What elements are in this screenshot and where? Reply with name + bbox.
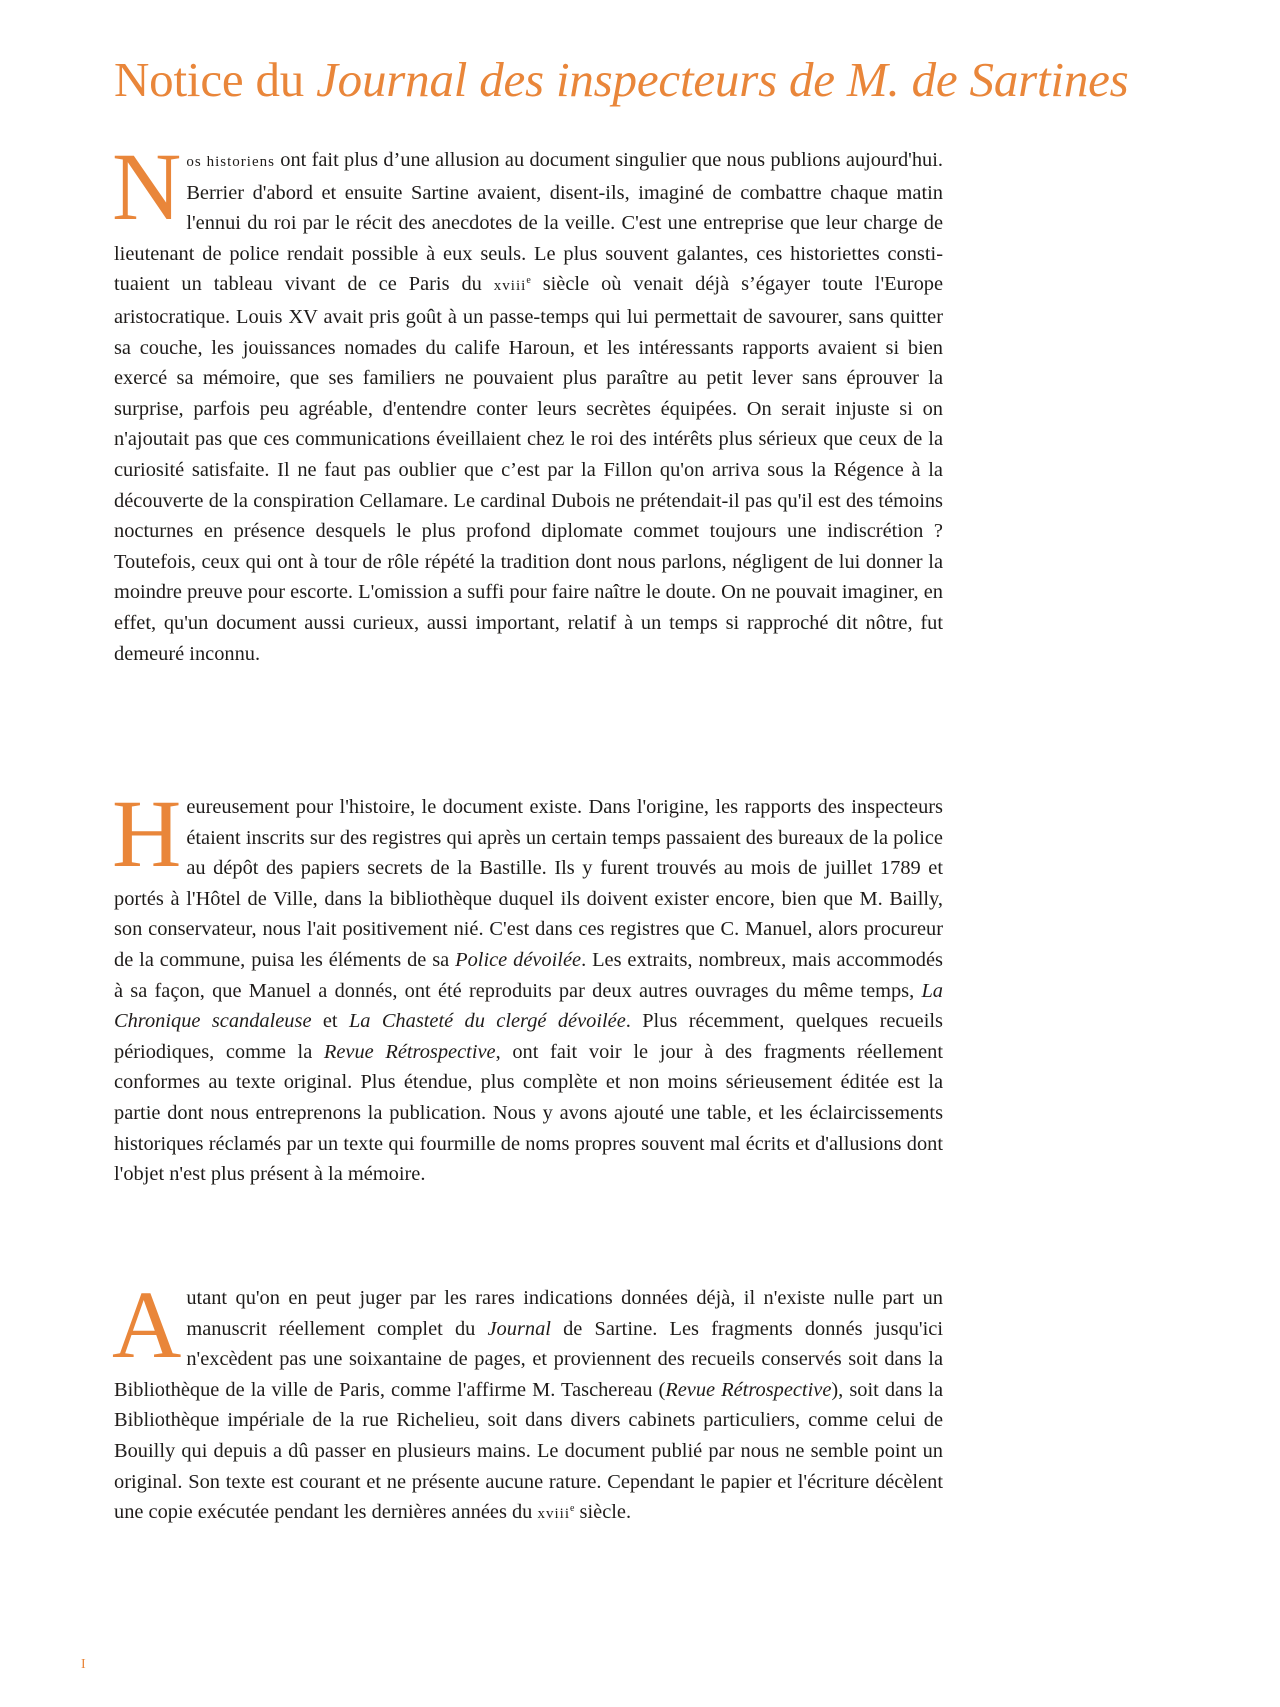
page-number: I [81,1657,86,1672]
century-numeral: xviii [493,278,527,295]
small-caps-text: os historiens [186,154,275,170]
century-numeral: xviii [537,1506,570,1523]
paragraph-text: . Les extraits, nombreux, mais accommodés à sa façon, que Manuel a donnés, ont été reproduits par deux autres ouvrages du même temps, [114,948,943,1002]
book-title: Revue Rétrospective [323,1040,496,1063]
book-title: Journal [487,1317,551,1340]
paragraph-text: de Sartine. Les fragments donnés jusqu'ici n'excèdent pas une soixantaine de pages, et proviennent des recueils conservés soit dans la Bibliothèque de la ville de Paris, comme l'affirme M. Taschereau ( [114,1317,943,1401]
drop-cap: H [112,780,182,887]
paragraph-text: et [311,1010,349,1033]
book-title: La Chasteté du clergé dévoilée [348,1010,626,1033]
paragraph-text: , ont fait voir le jour à des fragments réellement conformes au texte original. Plus étendue, plus complète et non moins sérieusement éditée est la partie dont nous entreprenons la publication. Nous y avons ajouté une table, et les éclaircissements historiques réclamés par un texte qui fourmille de noms propres souvent mal écrits et d'allusions dont l'objet n'est plus présent à la mémoire. [114,1040,943,1186]
drop-cap: N [112,133,182,240]
paragraph-3 [112,1271,943,1530]
book-title: La Chronique scandaleuse [114,979,943,1033]
superscript: e [570,1503,575,1515]
page-title [114,48,1254,112]
book-title: Police dévoilée [455,948,582,971]
title-italic-text: Journal des inspecteurs de M. de Sartines [316,52,1129,107]
title-text: Notice du [114,52,317,107]
paragraph-text: utant qu'on en peut juger par les rares indications données déjà, il n'existe nulle part un manuscrit réellement complet du [186,1287,943,1340]
paragraph-text: siècle. [574,1501,632,1524]
paragraph-2 [112,780,943,1190]
superscript: e [526,275,531,287]
book-title: Revue Rétrospective [665,1378,832,1401]
paragraph-text: siècle où venait déjà s’égayer toute l'Europe aristocratique. Louis XV avait pris goût à un passe-temps qui lui permettait de savourer, sans quitter sa couche, les jouissances nomades du calife Haroun, et les intéressants rapports avaient si bien exercé sa mémoire, que ses familiers ne pouvaient plus paraître au petit lever sans éprouver la surprise, parfois peu agréable, d'entendre conter leurs secrètes équipées. On serait injuste si on n'ajoutait pas que ces communications éveillaient chez le roi des intérêts plus sérieux que ceux de la curiosité satisfaite. Il ne faut pas oublier que c’est par la Fillon qu'on arriva sous la Régence à la découverte de la conspiration Cellamare. Le cardinal Dubois ne prétendait-il pas qu'il est des témoins nocturnes en présence desquels le plus profond diplomate commet toujours une indiscrétion ? Toutefois, ceux qui ont à tour de rôle répété la tradition dont nous parlons, négligent de lui donner la moindre preuve pour escorte. L'omission a suffi pour faire naître le doute. On ne pouvait imaginer, en effet, qu'un document aussi curieux, aussi important, relatif à un temps si rapproché dit nôtre, fut demeuré inconnu. [114,273,944,665]
paragraph-text: ont fait plus d’une allusion au document singulier que nous publions aujourd'hui. Berrier d'abord et ensuite Sartine avaient, disent-ils, imaginé de combattre chaque matin l'ennui du roi par le récit des anecdotes de la veille. C'est une entreprise que leur charge de lieutenant de police rendait possible à eux seuls. Le plus souvent galantes, ces historiettes constituaient un tableau vivant de ce Paris du [114,149,944,296]
paragraph-1 [112,133,944,669]
paragraph-text: . Plus récemment, quelques recueils périodiques, comme la [114,1010,943,1063]
drop-cap: A [112,1271,182,1378]
paragraph-text: eureusement pour l'histoire, le document existe. Dans l'origine, les rapports des inspecteurs étaient inscrits sur des registres qui après un certain temps passaient des bureaux de la police au dépôt des papiers secrets de la Bastille. Ils y furent trouvés au mois de juillet 1789 et portés à l'Hôtel de Ville, dans la bibliothèque duquel ils doivent exister encore, bien que M. Bailly, son conservateur, nous l'ait positivement nié. C'est dans ces registres que C. Manuel, alors procureur de la commune, puisa les éléments de sa [114,796,943,971]
paragraph-text: ), soit dans la Bibliothèque impériale de la rue Richelieu, soit dans divers cabinets particuliers, comme celui de Bouilly qui depuis a dû passer en plusieurs mains. Le document publié par nous ne semble point un original. Son texte est courant et ne présente aucune rature. Cependant le papier et l'écriture décèlent une copie exécutée pendant les dernières années du [114,1378,943,1524]
